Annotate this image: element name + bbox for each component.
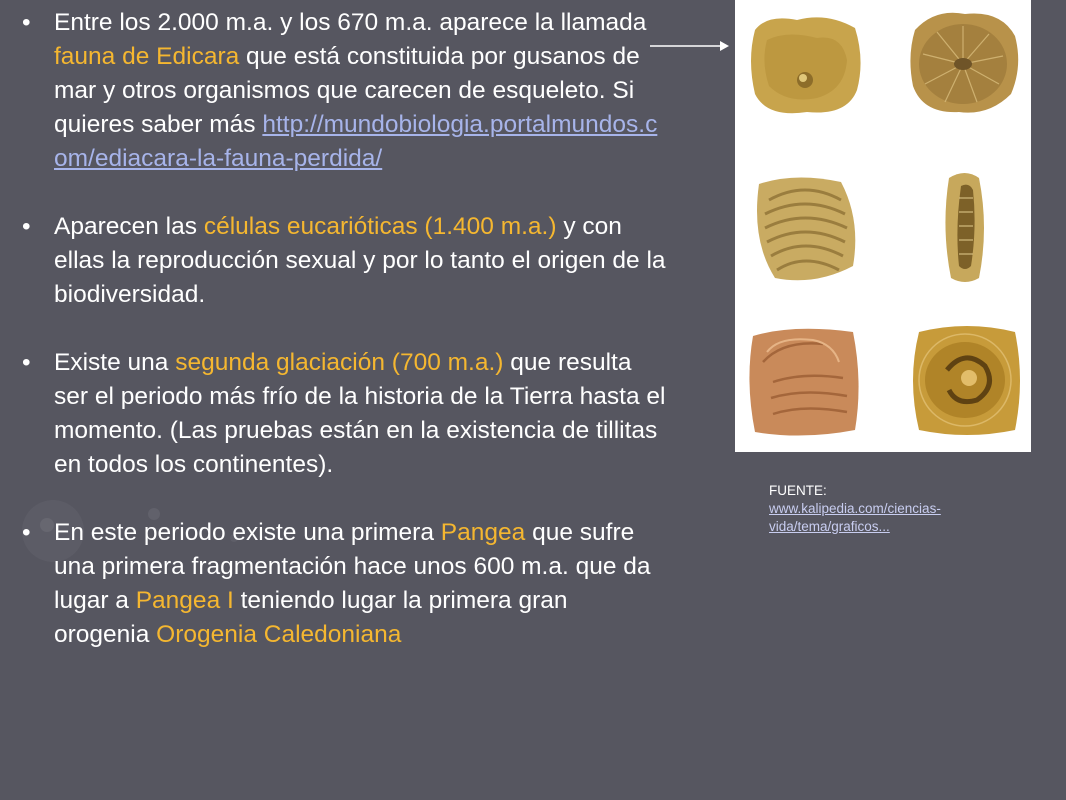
bullet-dot-icon: • [22,349,31,376]
source-label: FUENTE: [769,483,827,498]
highlighted-term: Pangea [440,519,526,546]
fossil-image-2 [905,6,1023,118]
bullet-item [22,346,667,482]
bullet-text: teniendo lugar la primera gran orogenia [54,587,568,648]
fossil-photo-panel [735,0,1031,452]
bullet-text: En este periodo existe una primera [54,519,441,546]
fossil-image-4 [935,168,995,288]
bullet-item [22,6,667,176]
fossil-image-5 [743,322,865,440]
highlighted-term: Pangea I [135,587,234,614]
fossil-image-3 [745,170,865,288]
highlighted-term: células eucarióticas (1.400 m.a.) [203,213,557,240]
bullet-item [22,516,667,652]
bullet-dot-icon: • [22,9,31,36]
highlighted-term: Orogenia Caledoniana [156,621,402,648]
bullet-text: que está constituida por gusanos de mar y otros organismos que carecen de esqueleto. Si quieres saber más [54,43,640,138]
source-link[interactable]: www.kalipedia.com/ciencias-vida/tema/graficos... [769,501,941,534]
bullet-text: y con ellas la reproducción sexual y por lo tanto el origen de la biodiversidad. [54,213,666,308]
bullet-item [22,210,667,312]
bullet-text: que resulta ser el periodo más frío de la historia de la Tierra hasta el momento. (Las pruebas están en la existencia de tillitas en todos los continentes). [54,349,666,478]
bullet-text: que sufre una primera fragmentación hace unos 600 m.a. que da lugar a [54,519,651,614]
highlighted-term: segunda glaciación (700 m.a.) [175,349,504,376]
arrow-right-icon [650,38,730,54]
bullet-list [22,6,667,686]
bullet-text: Existe una [54,349,176,376]
bullet-dot-icon: • [22,213,31,240]
fossil-image-6 [907,320,1025,440]
reference-link[interactable]: http://mundobiologia.portalmundos.com/ediacara-la-fauna-perdida/ [54,111,658,172]
bullet-text: Entre los 2.000 m.a. y los 670 m.a. aparece la llamada [54,9,647,36]
bullet-dot-icon: • [22,519,31,546]
fossil-image-1 [747,10,867,120]
bullet-text: Aparecen las [54,213,204,240]
highlighted-term: fauna de Edicara [54,43,240,70]
source-credit [769,482,999,536]
